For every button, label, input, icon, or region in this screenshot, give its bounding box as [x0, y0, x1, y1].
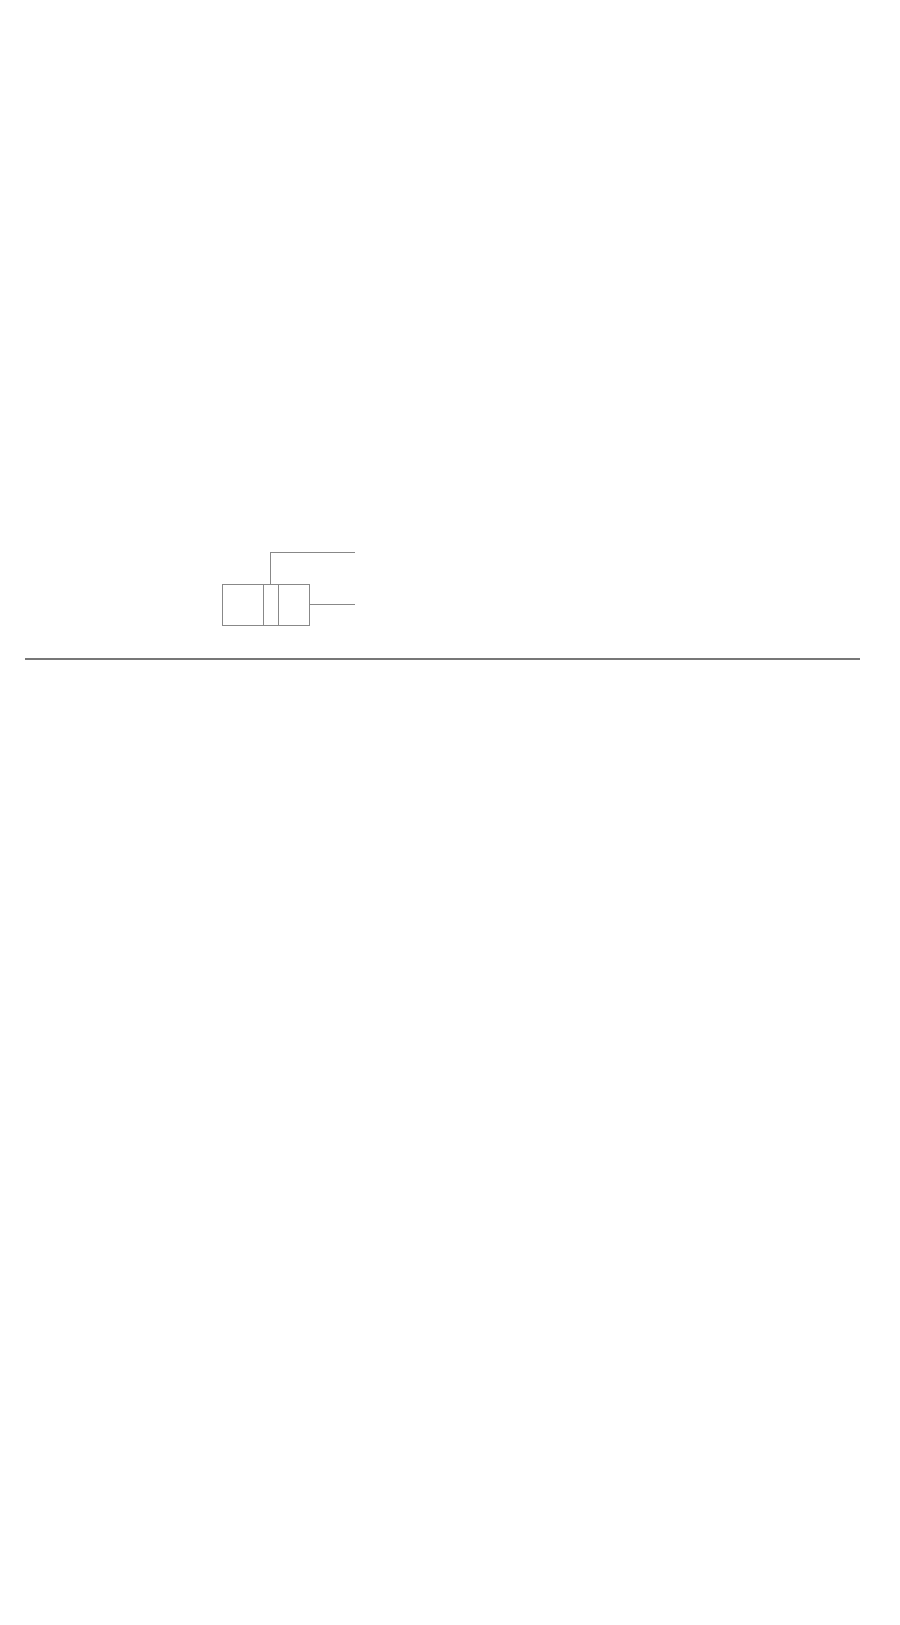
model-code-diagram: [0, 0, 900, 512]
right-mount-connector-line: [310, 604, 355, 605]
frame-divider: [263, 585, 264, 625]
accessory-position-table: [25, 658, 860, 660]
breaker-frame-figure: [222, 584, 310, 626]
accessory-legend: [25, 540, 900, 644]
handle-connector-line: [270, 552, 271, 584]
frame-divider: [278, 585, 279, 625]
handle-connector-line: [270, 552, 355, 553]
